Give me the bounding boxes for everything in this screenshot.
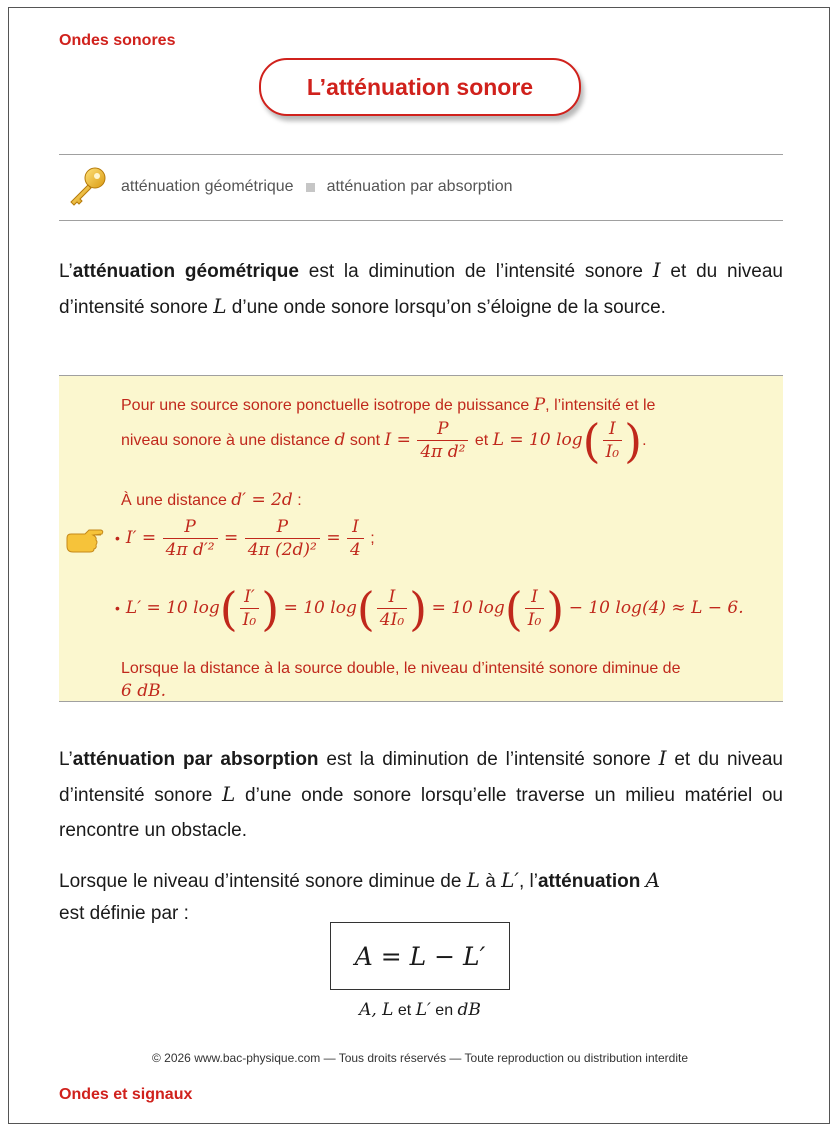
- keyword-absorption: atténuation par absorption: [326, 178, 513, 195]
- remark-line-1: Pour une source sonore ponctuelle isotrope de puissance P, l’intensité et le: [121, 395, 656, 415]
- paragraph-attenuation-definition: Lorsque le niveau d’intensité sonore diminue de L à L′, l’atténuation A est définie par :: [59, 868, 661, 924]
- keyword-separator: [306, 183, 315, 192]
- pointing-hand-icon: [65, 528, 105, 554]
- remark-line-3: À une distance d′ = 2d :: [121, 490, 302, 510]
- footer-copyright: © 2026 www.bac-physique.com — Tous droits réservés — Toute reproduction ou distribution interdite: [151, 1051, 688, 1065]
- formula-units: A, L et L′ en dB: [359, 1000, 481, 1020]
- page: [8, 7, 830, 1124]
- term-absorption: atténuation par absorption: [72, 749, 319, 770]
- paragraph-geometric: L’atténuation géométrique est la diminution de l’intensité sonore I et du niveau d’intensité sonore L d’une onde sonore lorsqu’on s’éloigne de la source.: [59, 258, 783, 318]
- remark-conclusion: Lorsque la distance à la source double, le niveau d’intensité sonore diminue de 6 dB.: [121, 660, 681, 701]
- footer-chapter: Ondes et signaux: [59, 1086, 193, 1103]
- divider-keywords: [59, 220, 783, 221]
- keyword-geometric: atténuation géométrique: [121, 178, 294, 195]
- remark-bullet-level: • L′ = 10 log( $\frac{I'}{\text{I₀}}$ ) = 10 log( $\frac{I}{\text{4I₀}}$ ) = 10 log( $\frac{I}{\text{I₀}}$ ) − 10 log(4) ≈ L − 6.: [115, 581, 744, 636]
- remark-line-2: niveau sonore à une distance d sont I = $\frac{P}{\text{4π d²}}$ et L = 10 log( $\frac{I}{\text{I₀}}$ ).: [121, 413, 647, 468]
- term-attenuation: atténuation: [537, 871, 641, 892]
- page-title: L’atténuation sonore: [259, 58, 581, 116]
- fraction-ratio: $\frac{I}{\text{I₀}}$: [603, 418, 623, 463]
- term-geometric: atténuation géométrique: [72, 261, 299, 282]
- paragraph-absorption: L’atténuation par absorption est la diminution de l’intensité sonore I et du niveau d’intensité sonore L d’une onde sonore lorsqu’elle traverse un milieu matériel ou rencontre un obstacle.: [59, 746, 783, 841]
- key-icon: [65, 165, 109, 209]
- remark-box: [59, 375, 783, 702]
- formula-box: A = L − L′: [330, 922, 510, 990]
- remark-bullet-intensity: • I′ = $\frac{P}{\text{4π d′²}}$ = $\frac{P}{\text{4π (2d)²}}$ = $\frac{I}{4}$ ;: [115, 517, 375, 561]
- keywords-bar: [59, 154, 783, 220]
- chapter-label: Ondes sonores: [59, 32, 176, 49]
- fraction-intensity: $\frac{P}{\text{4π d²}}$: [417, 418, 468, 463]
